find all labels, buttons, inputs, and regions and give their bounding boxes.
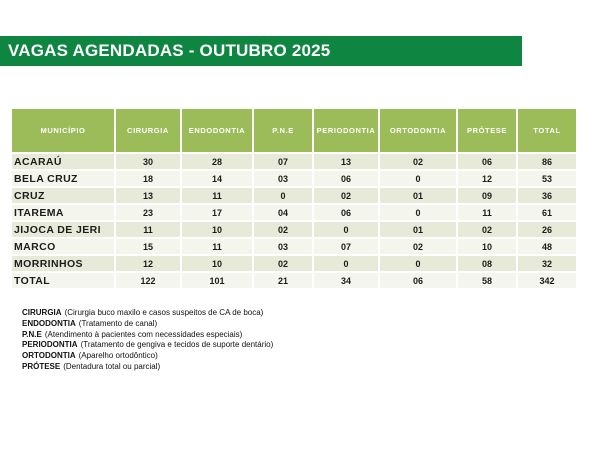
value-cell: 15 — [115, 238, 181, 255]
value-cell: 13 — [313, 153, 379, 170]
value-cell: 03 — [253, 170, 313, 187]
value-cell: 12 — [457, 170, 517, 187]
schedule-table — [10, 107, 578, 290]
value-cell: 04 — [253, 204, 313, 221]
value-cell: 02 — [379, 153, 457, 170]
value-cell: 10 — [457, 238, 517, 255]
value-cell: 342 — [517, 272, 577, 289]
table-body — [11, 153, 577, 289]
value-cell: 06 — [457, 153, 517, 170]
table-header-row — [11, 108, 577, 153]
column-header: P.N.E — [253, 108, 313, 153]
legend-term: CIRURGIA — [22, 308, 62, 317]
value-cell: 06 — [313, 204, 379, 221]
municipality-cell: MARCO — [11, 238, 115, 255]
value-cell: 02 — [313, 187, 379, 204]
value-cell: 01 — [379, 221, 457, 238]
legend-description: (Dentadura total ou parcial) — [63, 361, 161, 371]
municipality-cell: ACARAÚ — [11, 153, 115, 170]
value-cell: 06 — [379, 272, 457, 289]
value-cell: 48 — [517, 238, 577, 255]
municipality-cell: CRUZ — [11, 187, 115, 204]
value-cell: 10 — [181, 255, 253, 272]
value-cell: 0 — [379, 204, 457, 221]
legend — [22, 308, 273, 373]
value-cell: 02 — [253, 221, 313, 238]
value-cell: 14 — [181, 170, 253, 187]
municipality-cell: BELA CRUZ — [11, 170, 115, 187]
column-header: ORTODONTIA — [379, 108, 457, 153]
value-cell: 11 — [181, 238, 253, 255]
legend-term: ENDODONTIA — [22, 318, 76, 328]
municipality-cell: JIJOCA DE JERI — [11, 221, 115, 238]
municipality-cell: MORRINHOS — [11, 255, 115, 272]
table-row — [11, 238, 577, 255]
value-cell: 11 — [181, 187, 253, 204]
total-row — [11, 272, 577, 289]
value-cell: 12 — [115, 255, 181, 272]
value-cell: 86 — [517, 153, 577, 170]
value-cell: 06 — [313, 170, 379, 187]
value-cell: 58 — [457, 272, 517, 289]
legend-description: (Tratamento de gengiva e tecidos de suporte dentário) — [80, 340, 274, 350]
municipality-cell: TOTAL — [11, 272, 115, 289]
column-header: TOTAL — [517, 108, 577, 153]
table-row — [11, 170, 577, 187]
value-cell: 07 — [253, 153, 313, 170]
legend-description: (Tratamento de canal) — [78, 318, 158, 328]
legend-item — [22, 308, 273, 319]
table-row — [11, 255, 577, 272]
column-header: MUNICÍPIO — [11, 108, 115, 153]
value-cell: 09 — [457, 187, 517, 204]
value-cell: 02 — [253, 255, 313, 272]
value-cell: 0 — [313, 221, 379, 238]
table-row — [11, 153, 577, 170]
value-cell: 0 — [253, 187, 313, 204]
value-cell: 122 — [115, 272, 181, 289]
legend-description: (Aparelho ortodôntico) — [78, 351, 158, 361]
value-cell: 11 — [457, 204, 517, 221]
legend-description: (Atendimento à pacientes com necessidades especiais) — [44, 329, 243, 339]
legend-item — [22, 340, 273, 351]
value-cell: 26 — [517, 221, 577, 238]
table-row — [11, 187, 577, 204]
value-cell: 0 — [379, 170, 457, 187]
value-cell: 23 — [115, 204, 181, 221]
title-banner — [0, 36, 522, 66]
legend-term: P.N.E — [22, 329, 42, 339]
value-cell: 11 — [115, 221, 181, 238]
value-cell: 30 — [115, 153, 181, 170]
table-row — [11, 204, 577, 221]
value-cell: 03 — [253, 238, 313, 255]
schedule-table-wrap — [10, 107, 576, 290]
legend-item — [22, 362, 273, 373]
value-cell: 17 — [181, 204, 253, 221]
value-cell: 28 — [181, 153, 253, 170]
value-cell: 18 — [115, 170, 181, 187]
value-cell: 02 — [379, 238, 457, 255]
value-cell: 32 — [517, 255, 577, 272]
value-cell: 34 — [313, 272, 379, 289]
value-cell: 0 — [313, 255, 379, 272]
value-cell: 01 — [379, 187, 457, 204]
table-row — [11, 221, 577, 238]
value-cell: 10 — [181, 221, 253, 238]
value-cell: 13 — [115, 187, 181, 204]
value-cell: 61 — [517, 204, 577, 221]
column-header: ENDODONTIA — [181, 108, 253, 153]
value-cell: 02 — [457, 221, 517, 238]
page-title: VAGAS AGENDADAS - OUTUBRO 2025 — [8, 41, 331, 60]
value-cell: 07 — [313, 238, 379, 255]
legend-item — [22, 351, 273, 362]
legend-description: (Cirurgia buco maxilo e casos suspeitos de CA de boca) — [64, 308, 264, 317]
legend-item — [22, 330, 273, 341]
legend-term: ORTODONTIA — [22, 351, 76, 361]
column-header: PRÓTESE — [457, 108, 517, 153]
legend-term: PRÓTESE — [22, 361, 61, 371]
value-cell: 53 — [517, 170, 577, 187]
municipality-cell: ITAREMA — [11, 204, 115, 221]
legend-item — [22, 319, 273, 330]
value-cell: 101 — [181, 272, 253, 289]
column-header: PERIODONTIA — [313, 108, 379, 153]
value-cell: 0 — [379, 255, 457, 272]
legend-term: PERIODONTIA — [22, 340, 78, 350]
column-header: CIRURGIA — [115, 108, 181, 153]
value-cell: 36 — [517, 187, 577, 204]
value-cell: 08 — [457, 255, 517, 272]
value-cell: 21 — [253, 272, 313, 289]
